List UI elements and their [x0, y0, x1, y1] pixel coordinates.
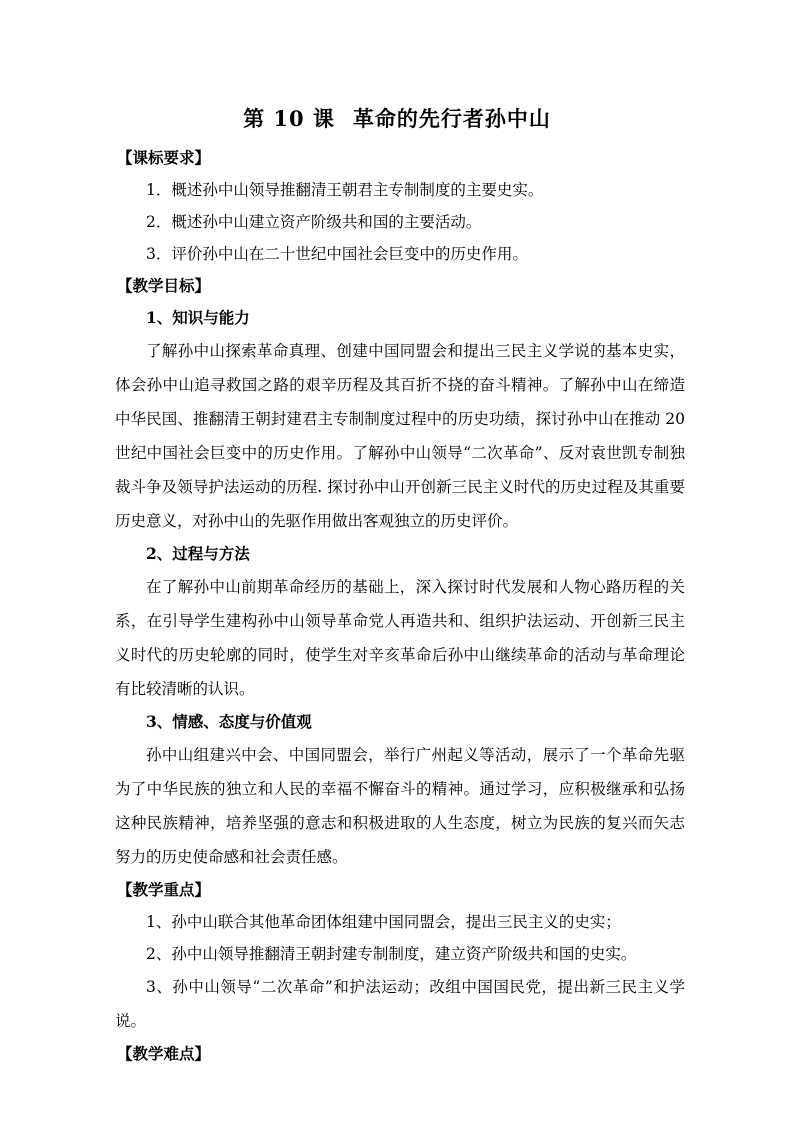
difficulties-heading: 【教学难点】: [117, 1044, 211, 1063]
emotion-subheading: 3、情感、态度与价值观: [146, 712, 312, 731]
curriculum-heading: 【课标要求】: [117, 148, 211, 167]
knowledge-subheading: 1、知识与能力: [146, 308, 250, 327]
key-point-item: 1、孙中山联合其他革命团体组建中国同盟会，提出三民主义的史实；: [146, 913, 621, 931]
process-subheading: 2、过程与方法: [146, 544, 250, 563]
key-point-item: 2、孙中山领导推翻清王朝封建专制制度，建立资产阶级共和国的史实。: [146, 945, 637, 963]
goals-heading: 【教学目标】: [117, 276, 211, 295]
document-body: [115, 142, 685, 1070]
curriculum-item: 2．概述孙中山建立资产阶级共和国的主要活动。: [146, 213, 482, 231]
process-paragraph: 在了解孙中山前期革命经历的基础上，深入探讨时代发展和人物心路历程的关系，在引导学生建构孙中山领导革命党人再造共和、组织护法运动、开创新三民主义时代的历史轮廓的同时，使学生对辛亥革命后孙中山继续革命的活动与革命理论有比较清晰的认识。: [115, 578, 685, 698]
curriculum-item: 1．概述孙中山领导推翻清王朝君主专制制度的主要史实。: [146, 181, 544, 199]
knowledge-paragraph: 了解孙中山探索革命真理、创建中国同盟会和提出三民主义学说的基本史实，体会孙中山追寻救国之路的艰辛历程及其百折不挠的奋斗精神。了解孙中山在缔造中华民国、推翻清王朝封建君主专制制度过程中的历史功绩，探讨孙中山在推动 20 世纪中国社会巨变中的历史作用。了解孙中山领导“二次革命”、反对袁世凯专制独裁斗争及领导护法运动的历程. 探讨孙中山开创新三民主义时代的历史过程及其重要历史意义，对孙中山的先驱作用做出客观独立的历史评价。: [115, 342, 685, 530]
lesson-number: 第 10 课: [243, 106, 335, 131]
lesson-title: [0, 103, 794, 133]
key-point-item: 3、孙中山领导“二次革命”和护法运动；改组中国国民党，提出新三民主义学说。: [115, 978, 685, 1030]
emotion-paragraph: 孙中山组建兴中会、中国同盟会，举行广州起义等活动，展示了一个革命先驱为了中华民族的独立和人民的幸福不懈奋斗的精神。通过学习，应积极继承和弘扬这种民族精神，培养坚强的意志和积极进取的人生态度，树立为民族的复兴而矢志努力的历史使命感和社会责任感。: [115, 746, 685, 866]
lesson-name: 革命的先行者孙中山: [352, 106, 551, 131]
curriculum-item: 3．评价孙中山在二十世纪中国社会巨变中的历史作用。: [146, 245, 528, 263]
key-points-heading: 【教学重点】: [117, 880, 211, 899]
